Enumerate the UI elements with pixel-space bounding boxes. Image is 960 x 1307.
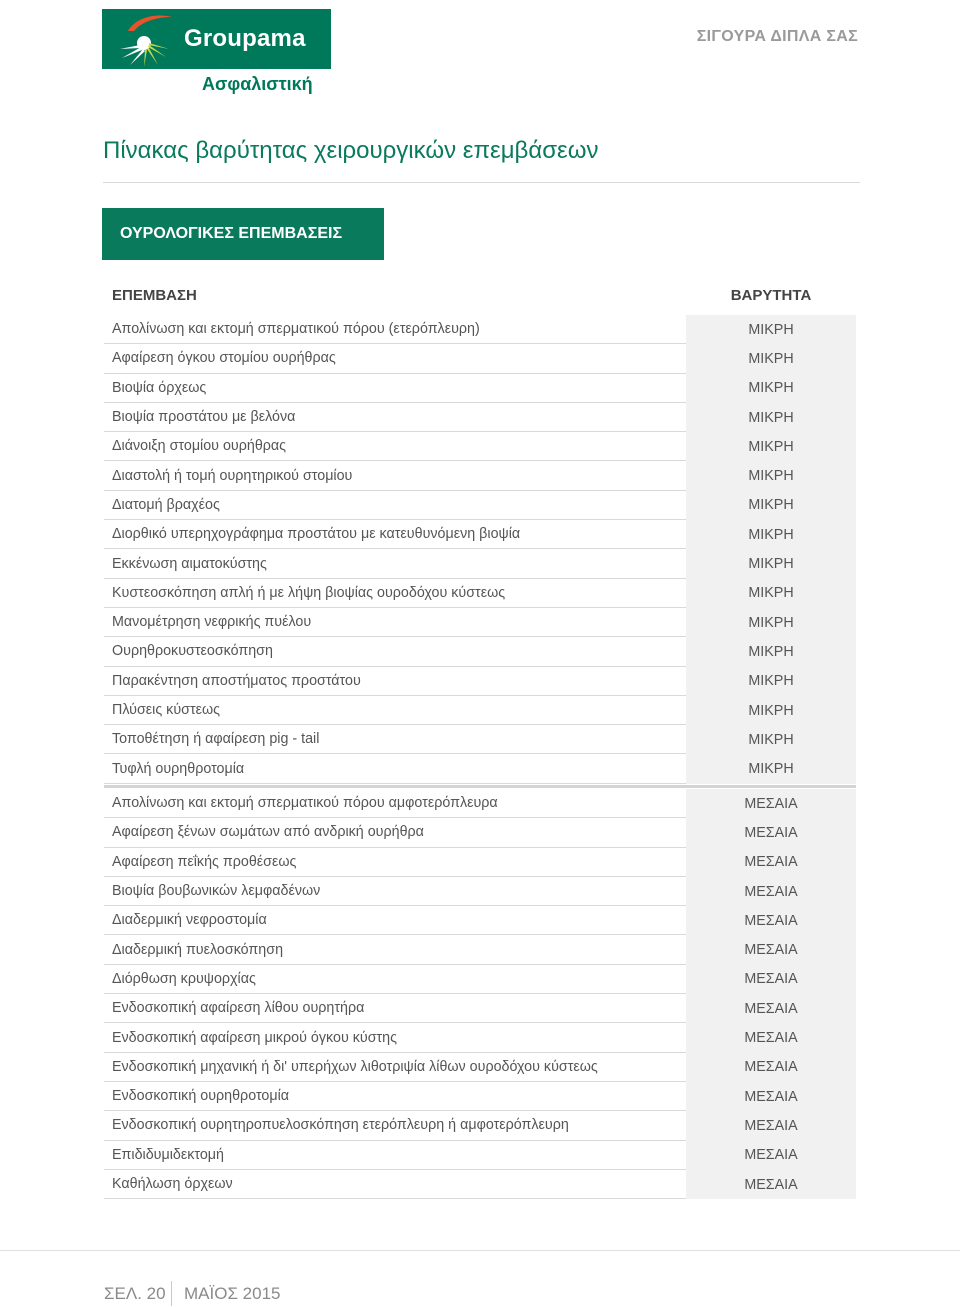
column-header-severity: ΒΑΡΥΤΗΤΑ — [730, 287, 812, 304]
table-row — [104, 461, 856, 490]
severity-group-small — [104, 315, 856, 784]
procedure-name: Βιοψία προστάτου με βελόνα — [112, 409, 296, 426]
footer-divider — [0, 1250, 960, 1251]
procedure-name: Ενδοσκοπική μηχανική ή δι' υπερήχων λιθοτριψία λίθων ουροδόχου κύστεως — [112, 1058, 598, 1075]
table-row — [104, 520, 856, 549]
procedure-name: Διάνοιξη στομίου ουρήθρας — [112, 438, 287, 455]
severity-value: ΜΕΣΑΙΑ — [686, 1082, 856, 1111]
procedure-name: Αφαίρεση πεΐκής προθέσεως — [112, 853, 297, 870]
table-row — [104, 667, 856, 696]
group-divider — [104, 785, 856, 788]
table-row — [104, 754, 856, 783]
procedure-name: Ουρηθροκυστεοσκόπηση — [112, 643, 273, 660]
severity-value: ΜΙΚΡΗ — [686, 432, 856, 461]
procedure-name: Ενδοσκοπική αφαίρεση μικρού όγκου κύστης — [112, 1029, 398, 1046]
table-row — [104, 315, 856, 344]
table-row — [104, 965, 856, 994]
procedure-name: Πλύσεις κύστεως — [112, 702, 221, 718]
table-row — [104, 1170, 856, 1199]
severity-value: ΜΕΣΑΙΑ — [686, 848, 856, 877]
procedure-name: Παρακέντηση αποστήματος προστάτου — [112, 672, 361, 689]
procedure-name: Διαδερμική πυελοσκόπηση — [112, 941, 284, 958]
table-row — [104, 994, 856, 1023]
tagline: ΣΙΓΟΥΡΑ ΔΙΠΛΑ ΣΑΣ — [696, 28, 858, 45]
procedure-name: Βιοψία όρχεως — [112, 379, 207, 396]
logo-wordmark: Groupama — [184, 25, 306, 52]
table-row — [104, 848, 856, 877]
procedure-name: Διόρθωση κρυψορχίας — [112, 970, 256, 987]
procedure-name: Ενδοσκοπική ουρητηροπυελοσκόπηση ετερόπλευρη ή αμφοτερόπλευρη — [112, 1117, 569, 1134]
procedure-name: Ενδοσκοπική αφαίρεση λίθου ουρητήρα — [112, 1000, 365, 1017]
procedure-name: Επιδιδυμιδεκτομή — [112, 1146, 224, 1163]
severity-value: ΜΕΣΑΙΑ — [686, 1141, 856, 1170]
procedure-name: Απολίνωση και εκτομή σπερματικού πόρου αμφοτερόπλευρα — [112, 795, 498, 812]
severity-value: ΜΙΚΡΗ — [686, 579, 856, 608]
severity-value: ΜΕΣΑΙΑ — [686, 935, 856, 964]
severity-value: ΜΙΚΡΗ — [686, 374, 856, 403]
severity-value: ΜΙΚΡΗ — [686, 549, 856, 578]
procedure-name: Αφαίρεση ξένων σωμάτων από ανδρική ουρήθρα — [112, 824, 424, 841]
footer-page-number: ΣΕΛ. 20 — [104, 1284, 166, 1303]
procedure-name: Μανομέτρηση νεφρικής πυέλου — [112, 614, 312, 631]
severity-value: ΜΙΚΡΗ — [686, 754, 856, 783]
logo — [102, 9, 331, 69]
severity-value: ΜΕΣΑΙΑ — [686, 994, 856, 1023]
severity-value: ΜΙΚΡΗ — [686, 315, 856, 344]
brand-subtitle: Ασφαλιστική — [202, 74, 313, 94]
table-row — [104, 906, 856, 935]
table-row — [104, 1053, 856, 1082]
severity-value: ΜΙΚΡΗ — [686, 637, 856, 666]
table-row — [104, 1141, 856, 1170]
severity-value: ΜΙΚΡΗ — [686, 696, 856, 725]
page-title: Πίνακας βαρύτητας χειρουργικών επεμβάσεων — [103, 137, 599, 164]
footer-date: ΜΑΪΟΣ 2015 — [184, 1284, 281, 1303]
table-row — [104, 403, 856, 432]
table-row — [104, 935, 856, 964]
title-divider — [103, 182, 860, 183]
severity-value: ΜΕΣΑΙΑ — [686, 818, 856, 847]
severity-value: ΜΕΣΑΙΑ — [686, 877, 856, 906]
procedure-name: Διαστολή ή τομή ουρητηρικού στομίου — [112, 467, 353, 484]
procedure-name: Τυφλή ουρηθροτομία — [112, 760, 245, 777]
severity-value: ΜΕΣΑΙΑ — [686, 789, 856, 818]
severity-value: ΜΕΣΑΙΑ — [686, 906, 856, 935]
procedure-name: Απολίνωση και εκτομή σπερματικού πόρου (ετερόπλευρη) — [112, 321, 480, 338]
table-row — [104, 877, 856, 906]
severity-value: ΜΕΣΑΙΑ — [686, 1111, 856, 1140]
severity-value: ΜΙΚΡΗ — [686, 725, 856, 754]
table-row — [104, 696, 856, 725]
severity-value: ΜΙΚΡΗ — [686, 608, 856, 637]
table-row — [104, 1023, 856, 1052]
table-row — [104, 344, 856, 373]
table-row — [104, 1082, 856, 1111]
table-row — [104, 579, 856, 608]
severity-value: ΜΕΣΑΙΑ — [686, 1170, 856, 1199]
procedure-name: Εκκένωση αιματοκύστης — [112, 555, 267, 572]
severity-value: ΜΙΚΡΗ — [686, 403, 856, 432]
column-header-procedure: ΕΠΕΜΒΑΣΗ — [112, 287, 197, 304]
section-label: ΟΥΡΟΛΟΓΙΚΕΣ ΕΠΕΜΒΑΣΕΙΣ — [102, 208, 384, 260]
table-row — [104, 1111, 856, 1140]
table-row — [104, 491, 856, 520]
procedure-name: Διατομή βραχέος — [112, 496, 220, 513]
severity-value: ΜΕΣΑΙΑ — [686, 1023, 856, 1052]
severity-value: ΜΕΣΑΙΑ — [686, 1053, 856, 1082]
table-row — [104, 818, 856, 847]
procedure-name: Τοποθέτηση ή αφαίρεση pig - tail — [112, 731, 320, 748]
procedure-name: Βιοψία βουβωνικών λεμφαδένων — [112, 883, 321, 900]
severity-value: ΜΙΚΡΗ — [686, 461, 856, 490]
severity-group-medium — [104, 789, 856, 1199]
table-row — [104, 374, 856, 403]
footer-separator — [171, 1281, 172, 1306]
table-row — [104, 637, 856, 666]
severity-value: ΜΙΚΡΗ — [686, 520, 856, 549]
procedure-name: Διορθικό υπερηχογράφημα προστάτου με κατευθυνόμενη βιοψία — [112, 526, 521, 543]
severity-value: ΜΙΚΡΗ — [686, 667, 856, 696]
procedure-name: Καθήλωση όρχεων — [112, 1176, 233, 1192]
table-row — [104, 789, 856, 818]
table-row — [104, 725, 856, 754]
groupama-leaf-icon — [114, 9, 176, 69]
procedure-name: Αφαίρεση όγκου στομίου ουρήθρας — [112, 350, 336, 367]
severity-value: ΜΙΚΡΗ — [686, 491, 856, 520]
procedure-name: Διαδερμική νεφροστομία — [112, 912, 267, 929]
table-row — [104, 432, 856, 461]
table-row — [104, 608, 856, 637]
procedure-name: Κυστεοσκόπηση απλή ή με λήψη βιοψίας ουροδόχου κύστεως — [112, 584, 506, 601]
severity-value: ΜΕΣΑΙΑ — [686, 965, 856, 994]
severity-value: ΜΙΚΡΗ — [686, 344, 856, 373]
table-row — [104, 549, 856, 578]
procedure-name: Ενδοσκοπική ουρηθροτομία — [112, 1088, 290, 1105]
